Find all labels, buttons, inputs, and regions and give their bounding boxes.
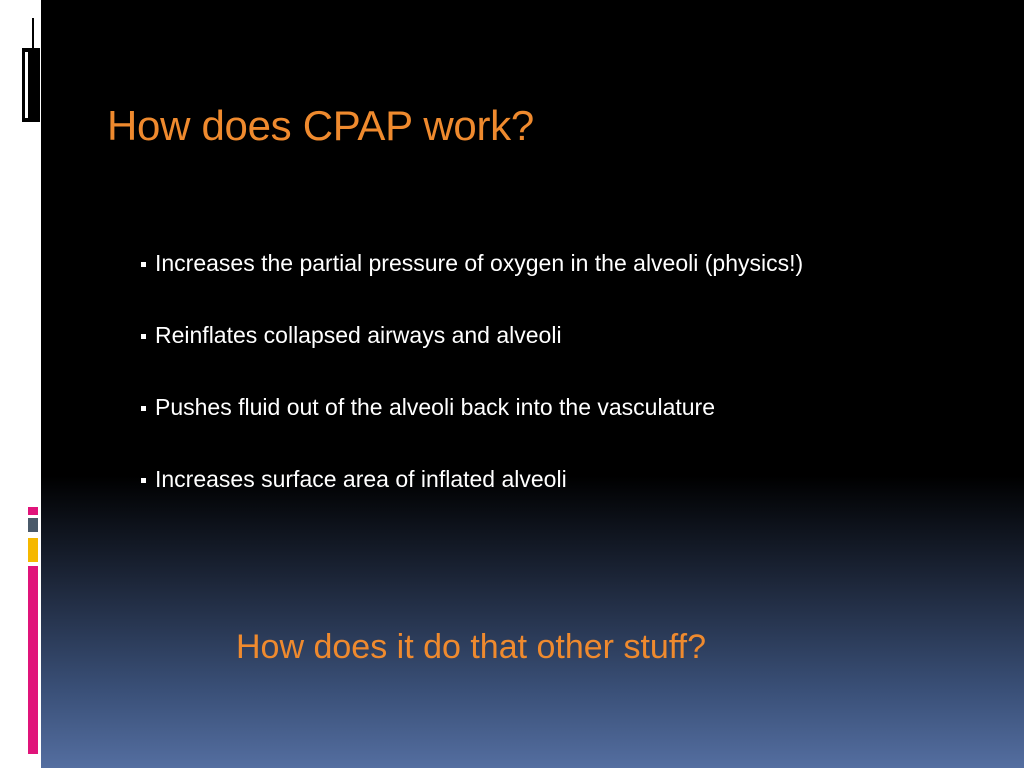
bullet-item	[141, 462, 803, 496]
bullet-list	[141, 246, 803, 534]
bullet-text: Pushes fluid out of the alveoli back into the vasculature	[155, 393, 716, 420]
bullet-item	[141, 318, 803, 352]
decorative-slit	[25, 52, 28, 118]
decorative-gray-block	[28, 518, 38, 532]
bullet-item	[141, 246, 803, 280]
slide-title: How does CPAP work?	[107, 102, 534, 149]
bullet-text: Increases surface area of inflated alveoli	[155, 465, 567, 492]
square-bullet-icon	[141, 334, 146, 339]
decorative-pink-bar	[28, 566, 38, 754]
bullet-text: Increases the partial pressure of oxygen in the alveoli (physics!)	[155, 249, 804, 276]
square-bullet-icon	[141, 406, 146, 411]
decorative-bar	[32, 18, 34, 52]
bullet-item	[141, 390, 803, 424]
decorative-pink-square	[28, 507, 38, 515]
square-bullet-icon	[141, 262, 146, 267]
decorative-yellow-block	[28, 538, 38, 562]
bullet-text: Reinflates collapsed airways and alveoli	[155, 321, 562, 348]
square-bullet-icon	[141, 478, 146, 483]
slide-subtitle: How does it do that other stuff?	[236, 628, 706, 666]
